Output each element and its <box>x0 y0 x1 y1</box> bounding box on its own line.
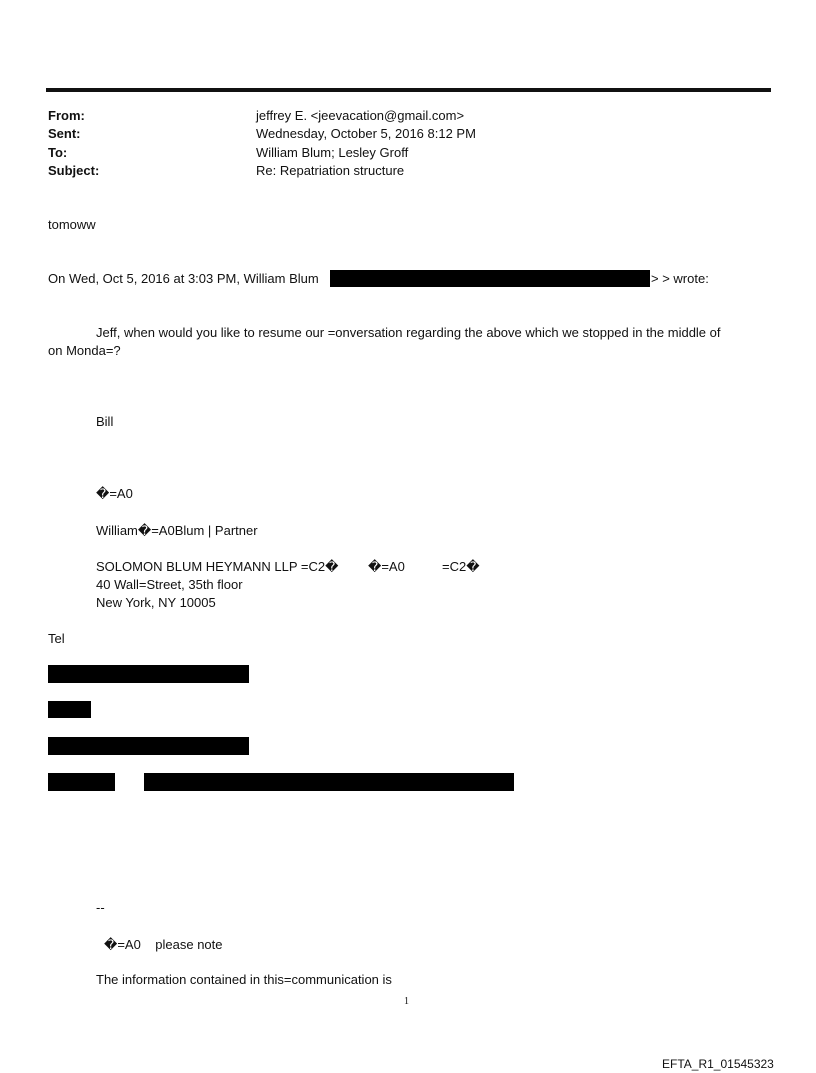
from-value: jeffrey E. <jeevacation@gmail.com> <box>256 108 465 123</box>
signature-firm: SOLOMON BLUM HEYMANN LLP =C2� <box>96 559 339 574</box>
tel-label: Tel <box>48 631 65 646</box>
redaction-block <box>144 773 514 791</box>
to-label: To: <box>48 145 68 160</box>
quote-intro-suffix: > > wrote: <box>651 271 709 286</box>
signature-address-2: New York, NY 10005 <box>96 595 216 610</box>
signoff: Bill <box>96 414 114 429</box>
signature-dashes: -- <box>96 900 105 915</box>
signature-name: William�=A0Blum | Partner <box>96 523 258 538</box>
message-line-2: on Monda=? <box>48 343 121 358</box>
subject-value: Re: Repatriation structure <box>256 163 405 178</box>
header-divider <box>46 88 771 92</box>
sent-label: Sent: <box>48 126 81 141</box>
signature-artifact: �=A0 <box>96 486 133 501</box>
redaction-block <box>48 773 115 791</box>
redaction-block <box>48 737 249 755</box>
redaction-email <box>330 270 650 287</box>
sent-value: Wednesday, October 5, 2016 8:12 PM <box>256 126 476 141</box>
from-label: From: <box>48 108 85 123</box>
signature-address-1: 40 Wall=Street, 35th floor <box>96 577 243 592</box>
document-id: EFTA_R1_01545323 <box>662 1057 774 1071</box>
signature-artifact-2: =C2� <box>442 559 480 574</box>
redaction-block <box>48 701 91 718</box>
disclaimer-text: The information contained in this=communication is <box>96 972 392 987</box>
quote-intro-prefix: On Wed, Oct 5, 2016 at 3:03 PM, William Blum <box>48 271 319 286</box>
page-number: 1 <box>404 996 409 1007</box>
subject-label: Subject: <box>48 163 100 178</box>
signature-artifact-1: �=A0 <box>368 559 405 574</box>
to-value: William Blum; Lesley Groff <box>256 145 409 160</box>
reply-text: tomoww <box>48 217 96 232</box>
message-line-1: Jeff, when would you like to resume our =onversation regarding the above which we stopped in the middle of <box>96 325 721 340</box>
redaction-block <box>48 665 249 683</box>
please-note: �=A0 please note <box>104 937 223 952</box>
